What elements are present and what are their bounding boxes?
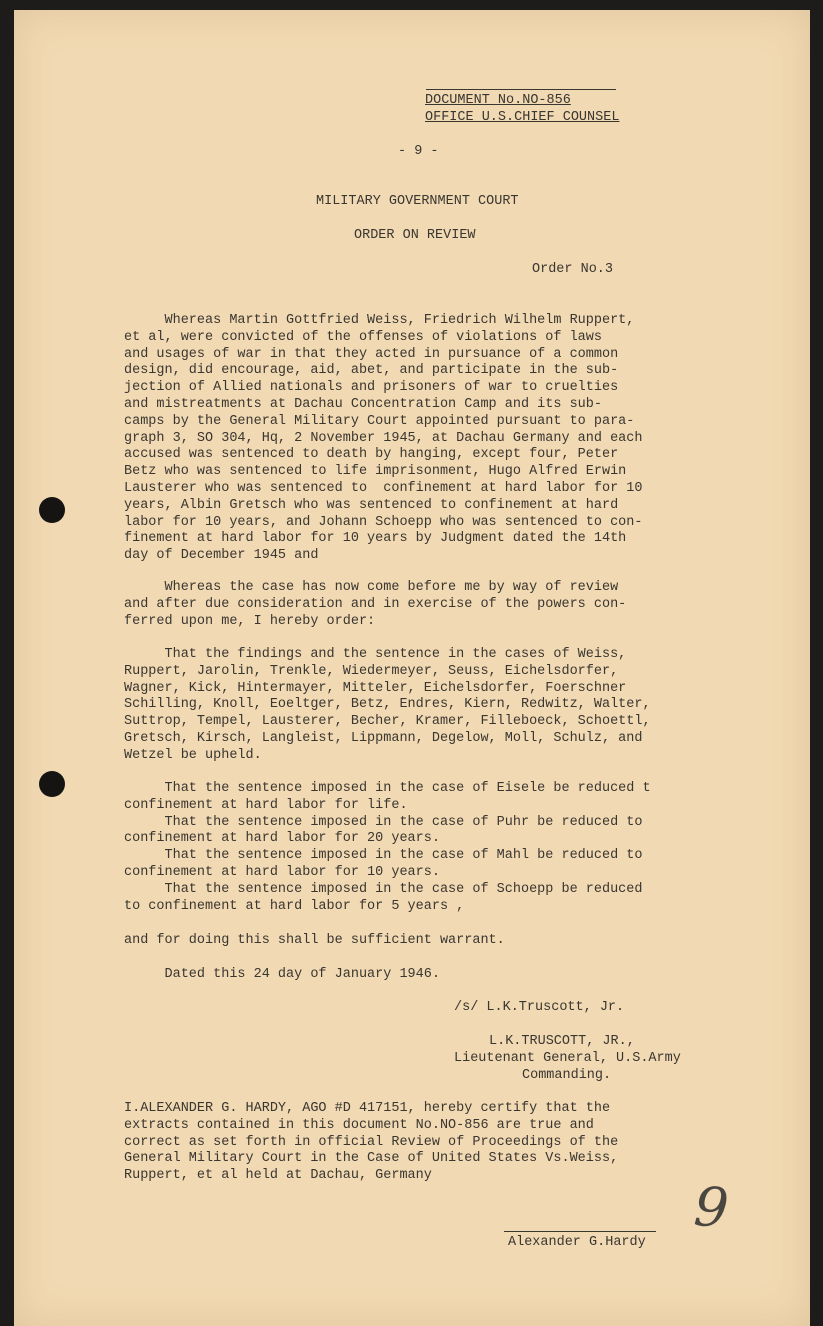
- text-line: camps by the General Military Court appointed pursuant to para-: [124, 413, 635, 429]
- text-line: General Military Court in the Case of United States Vs.Weiss,: [124, 1151, 619, 1167]
- punch-hole: [39, 771, 65, 797]
- text-line: Betz who was sentenced to life imprisonment, Hugo Alfred Erwin: [124, 464, 627, 480]
- text-line: That the sentence imposed in the case of Schoepp be reduced: [124, 881, 643, 897]
- document-page: [14, 10, 810, 1326]
- text-line: That the findings and the sentence in the cases of Weiss,: [124, 647, 627, 662]
- handwritten-page-mark: 9: [691, 1174, 731, 1241]
- signer-role: Commanding.: [522, 1068, 612, 1083]
- whereas-paragraph-1: [124, 313, 642, 565]
- signed-line: /s/ L.K.Truscott, Jr.: [454, 1000, 625, 1015]
- certification-paragraph: [124, 1101, 618, 1185]
- text-line: Ruppert, et al held at Dachau, Germany: [124, 1168, 432, 1184]
- findings-upheld-paragraph: [124, 647, 651, 765]
- office-label: OFFICE U.S.CHIEF COUNSEL: [425, 110, 620, 125]
- page-number: - 9 -: [398, 144, 439, 159]
- order-number: Order No.3: [532, 262, 614, 277]
- text-line: graph 3, SO 304, Hq, 2 November 1945, at Dachau Germany and each: [124, 430, 643, 446]
- whereas-paragraph-2: [124, 580, 626, 630]
- text-line: correct as set forth in official Review of Proceedings of the: [124, 1134, 619, 1150]
- punch-hole: [39, 497, 65, 523]
- text-line: design, did encourage, aid, abet, and participate in the sub-: [124, 363, 619, 379]
- header-rule: [426, 89, 616, 90]
- text-line: and usages of war in that they acted in pursuance of a common: [124, 346, 619, 362]
- certifier-name: Alexander G.Hardy: [508, 1235, 646, 1250]
- text-line: Whereas the case has now come before me by way of review: [124, 580, 619, 595]
- text-line: labor for 10 years, and Johann Schoepp who was sentenced to con-: [124, 514, 643, 530]
- text-line: and after due consideration and in exercise of the powers con-: [124, 596, 627, 612]
- text-line: That the sentence imposed in the case of Puhr be reduced to: [124, 814, 643, 830]
- text-line: to confinement at hard labor for 5 years ,: [124, 898, 465, 914]
- text-line: accused was sentenced to death by hanging, except four, Peter: [124, 447, 619, 463]
- text-line: Schilling, Knoll, Eoeltger, Betz, Endres, Kiern, Redwitz, Walter,: [124, 697, 651, 713]
- text-line: That the sentence imposed in the case of Eisele be reduced t: [124, 781, 651, 796]
- text-line: years, Albin Gretsch who was sentenced to confinement at hard: [124, 497, 619, 513]
- text-line: Gretsch, Kirsch, Langleist, Lippmann, Degelow, Moll, Schulz, and: [124, 730, 643, 746]
- court-title: MILITARY GOVERNMENT COURT: [316, 194, 519, 209]
- closing-warrant: and for doing this shall be sufficient warrant.: [124, 933, 505, 948]
- signer-name: L.K.TRUSCOTT, JR.,: [489, 1034, 635, 1049]
- text-line: ferred upon me, I hereby order:: [124, 613, 376, 629]
- text-line: confinement at hard labor for life.: [124, 797, 408, 813]
- signer-rank: Lieutenant General, U.S.Army: [454, 1051, 681, 1066]
- text-line: finement at hard labor for 10 years by Judgment dated the 14th: [124, 531, 627, 547]
- text-line: et al, were convicted of the offenses of violations of laws: [124, 329, 602, 345]
- text-line: day of December 1945 and: [124, 548, 319, 564]
- text-line: That the sentence imposed in the case of Mahl be reduced to: [124, 848, 643, 864]
- text-line: extracts contained in this document No.NO-856 are true and: [124, 1117, 594, 1133]
- text-line: confinement at hard labor for 20 years.: [124, 831, 440, 847]
- text-line: and mistreatments at Dachau Concentration Camp and its sub-: [124, 396, 602, 412]
- order-subtitle: ORDER ON REVIEW: [354, 228, 476, 243]
- text-line: Lausterer who was sentenced to confinement at hard labor for 10: [124, 480, 643, 496]
- text-line: Ruppert, Jarolin, Trenkle, Wiedermeyer, Seuss, Eichelsdorfer,: [124, 663, 619, 679]
- sentence-reductions-paragraph: [124, 781, 651, 915]
- text-line: jection of Allied nationals and prisoners of war to cruelties: [124, 380, 619, 396]
- text-line: confinement at hard labor for 10 years.: [124, 864, 440, 880]
- text-line: Whereas Martin Gottfried Weiss, Friedrich Wilhelm Ruppert,: [124, 313, 635, 328]
- text-line: Wagner, Kick, Hintermayer, Mitteler, Eichelsdorfer, Foerschner: [124, 680, 627, 696]
- document-number: DOCUMENT No.NO-856: [425, 93, 571, 108]
- signature-rule: [504, 1231, 656, 1232]
- dated-line: Dated this 24 day of January 1946.: [124, 967, 440, 982]
- text-line: Suttrop, Tempel, Lausterer, Becher, Kramer, Filleboeck, Schoettl,: [124, 714, 651, 730]
- text-line: Wetzel be upheld.: [124, 747, 262, 763]
- text-line: I.ALEXANDER G. HARDY, AGO #D 417151, hereby certify that the: [124, 1101, 611, 1116]
